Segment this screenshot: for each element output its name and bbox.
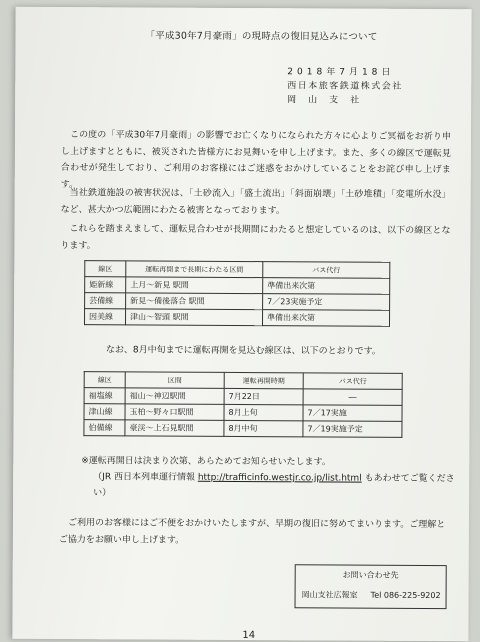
column-header: バス代行 xyxy=(263,262,390,279)
branch-name: 岡山支社 xyxy=(287,95,372,106)
resumption-note: ※運転再開日は決まり次第、あらためてお知らせいたします。 xyxy=(81,456,331,468)
column-header: 線区 xyxy=(85,261,126,277)
table-row xyxy=(84,388,402,406)
table-row xyxy=(84,420,402,438)
section-cell: 福山～神辺駅間 xyxy=(125,388,224,405)
table-row xyxy=(85,293,390,311)
resume-date-cell: 8月中旬 xyxy=(224,420,303,436)
operation-info-note xyxy=(93,469,463,503)
resume-date-cell: 8月上旬 xyxy=(224,404,303,420)
table-row xyxy=(84,404,402,422)
line-cell: 因美線 xyxy=(84,309,125,325)
section-cell: 津山～智頭 駅間 xyxy=(125,309,262,326)
section-cell: 豪渓～上石見駅間 xyxy=(125,420,224,437)
document-page xyxy=(12,7,471,641)
line-cell: 姫新線 xyxy=(85,277,126,293)
section-cell: 上月～新見 駅間 xyxy=(126,277,263,294)
resumption-lead: なお、8月中旬までに運転再開を見込む線区は、以下のとおりです。 xyxy=(105,345,381,357)
bus-cell: 準備出来次第 xyxy=(263,278,390,295)
paragraph-condolence: この度の「平成30年7月豪雨」の影響でお亡くなりになられた方々に心よりご冥福をお祈り申し上げますとともに、被災された皆様方にお見舞いを申し上げます。また、多くの線区で運転見合わせが発生しており、ご利用のお客様にはご迷惑をおかけしていることをお詫び申し上げます。 xyxy=(60,130,452,190)
table-header-row xyxy=(85,261,390,279)
bus-cell: 7／17実施 xyxy=(303,405,402,422)
long-term-suspension-table xyxy=(84,260,390,327)
column-header: 線区 xyxy=(84,372,125,388)
bus-cell: ― xyxy=(303,389,402,406)
closing-paragraph: ご利用のお客様にはご不便をおかけいたしますが、早期の復旧に努めてまいります。ご理解とご協力をお願い申し上げます。 xyxy=(58,518,446,546)
paragraph-long-term: これらを踏まえまして、運転見合わせが長期間にわたると想定しているのは、以下の線区となります。 xyxy=(60,224,451,251)
contact-box xyxy=(295,564,447,609)
contact-dept: 岡山支社広報室 xyxy=(301,590,358,600)
page-number: 14 xyxy=(242,630,256,642)
section-cell: 玉柏～野々口駅間 xyxy=(125,404,224,421)
line-cell: 津山線 xyxy=(84,404,125,420)
line-cell: 芸備線 xyxy=(85,293,126,309)
table-header-row xyxy=(84,372,402,390)
issue-date: 2018年7月18日 xyxy=(287,67,395,78)
contact-tel: Tel 086-225-9202 xyxy=(370,590,441,601)
operation-info-link[interactable]: http://trafficinfo.westjr.co.jp/list.html xyxy=(197,472,362,484)
line-cell: 伯備線 xyxy=(84,420,125,436)
bus-cell: 7／19実施予定 xyxy=(303,421,402,438)
column-header: バス代行 xyxy=(303,373,402,390)
line-cell: 福塩線 xyxy=(84,388,125,404)
table-row xyxy=(85,277,390,295)
resumption-table xyxy=(83,371,402,438)
table-row xyxy=(84,309,389,327)
contact-details xyxy=(302,589,441,601)
document-title: 「平成30年7月豪雨」の現時点の復旧見込みについて xyxy=(145,30,378,43)
column-header: 運転再開まで長期にわたる区間 xyxy=(126,261,263,278)
column-header: 運転再開時期 xyxy=(224,372,303,388)
bus-cell: 7／23実施予定 xyxy=(263,294,390,311)
paragraph-damage: 当社鉄道施設の被害状況は、「土砂流入」「盛土流出」「斜面崩壊」「土砂堆積」「変電所水没」など、甚大かつ広範囲にわたる被害となっております。 xyxy=(60,188,451,216)
section-cell: 新見～備後落合 駅間 xyxy=(126,293,263,310)
company-name: 西日本旅客鉄道株式会社 xyxy=(287,81,403,92)
column-header: 区間 xyxy=(125,372,224,389)
bus-cell: 準備出来次第 xyxy=(262,310,389,327)
contact-heading: お問い合わせ先 xyxy=(342,570,399,580)
note-suffix: もあわせてご覧ください） xyxy=(93,473,455,499)
note-prefix: （JR 西日本列車運行情報 xyxy=(93,472,198,483)
resume-date-cell: 7月22日 xyxy=(224,388,303,404)
